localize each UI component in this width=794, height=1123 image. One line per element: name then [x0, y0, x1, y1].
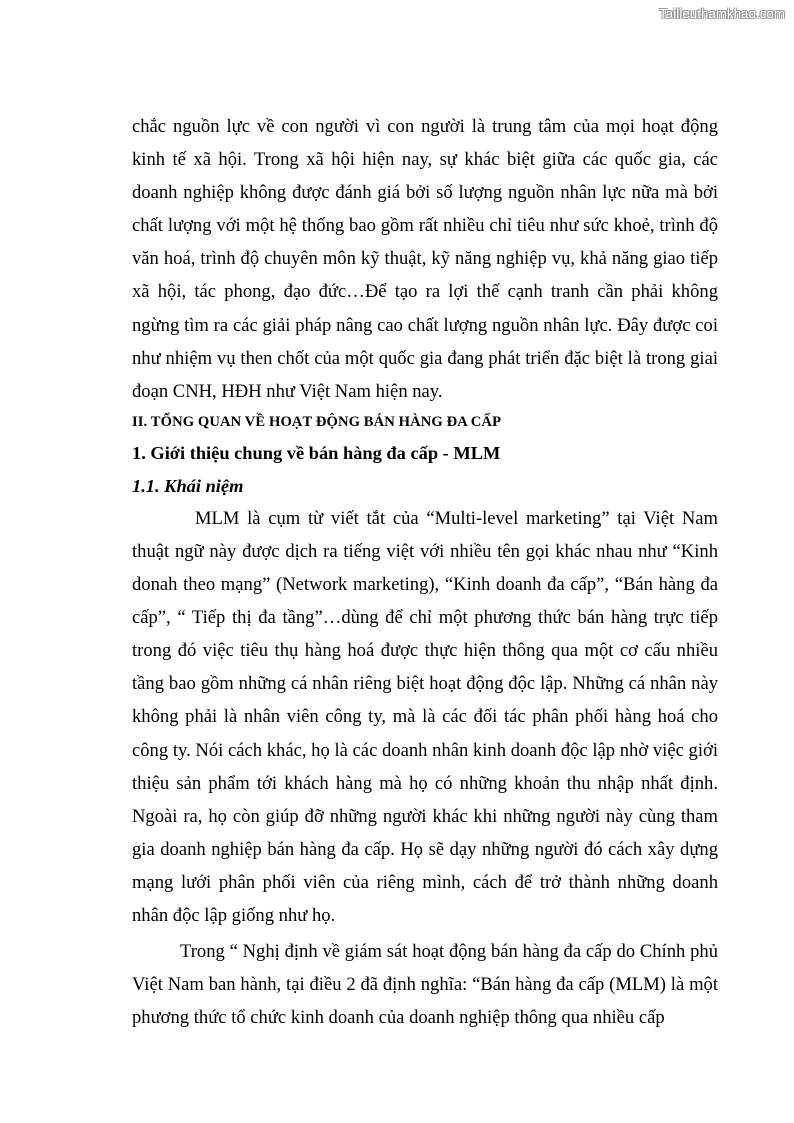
section-heading: II. TỔNG QUAN VỀ HOẠT ĐỘNG BÁN HÀNG ĐA CẤP	[132, 413, 502, 430]
paragraph-human-resources: chắc nguồn lực về con người vì con người là trung tâm của mọi hoạt động kinh tế xã hội. Trong xã hội hiện nay, sự khác biệt giữa các quốc gia, các doanh nghiệp không được đánh giá bởi số lượng nguồn nhân lực nữa mà bởi chất lượng với một hệ thống bao gồm rất nhiều chỉ tiêu như sức khoẻ, trình độ văn hoá, trình độ chuyên môn kỹ thuật, kỹ năng nghiệp vụ, khả năng giao tiếp xã hội, tác phong, đạo đức…Để tạo ra lợi thế cạnh tranh cần phải không ngừng tìm ra các giải pháp nâng cao chất lượng nguồn nhân lực. Đây được coi như nhiệm vụ then chốt của một quốc gia đang phát triển đặc biệt là trong giai đoạn CNH, HĐH như Việt Nam hiện nay.	[132, 116, 718, 402]
document-page	[132, 110, 718, 1034]
watermark-text: Tailieuthamkhao.com	[659, 6, 785, 21]
subsection-heading: 1. Giới thiệu chung về bán hàng đa cấp - MLM	[132, 442, 501, 463]
paragraph-decree: Trong “ Nghị định về giám sát hoạt động bán hàng đa cấp do Chính phủ Việt Nam ban hành, tại điều 2 đã định nghĩa: “Bán hàng đa cấp (MLM) là một phương thức tổ chức kinh doanh của doanh nghiệp thông qua nhiều cấp	[132, 941, 718, 1029]
paragraph-mlm-definition: MLM là cụm từ viết tắt của “Multi-level marketing” tại Việt Nam thuật ngữ này được dịch ra tiếng việt với nhiều tên gọi khác nhau như “Kinh donah theo mạng” (Network marketing), “Kinh doanh đa cấp”, “Bán hàng đa cấp”, “ Tiếp thị đa tầng”…dùng để chỉ một phương thức bán hàng trực tiếp trong đó việc tiêu thụ hàng hoá được thực hiện thông qua một cơ cấu nhiều tầng bao gồm những cá nhân riêng biệt hoạt động độc lập. Những cá nhân này không phải là nhân viên công ty, mà là các đối tác phân phối hàng hoá cho công ty. Nói cách khác, họ là các doanh nhân kinh doanh độc lập nhờ việc giới thiệu sản phẩm tới khách hàng mà họ có những khoản thu nhập nhất định. Ngoài ra, họ còn giúp đỡ những người khác khi những người này cùng tham gia doanh nghiệp bán hàng đa cấp. Họ sẽ dạy những người đó cách xây dựng mạng lưới phân phối viên của riêng mình, cách để trở thành những doanh nhân độc lập giống như họ.	[132, 507, 718, 926]
subsubsection-heading: 1.1. Khái niệm	[132, 475, 244, 496]
